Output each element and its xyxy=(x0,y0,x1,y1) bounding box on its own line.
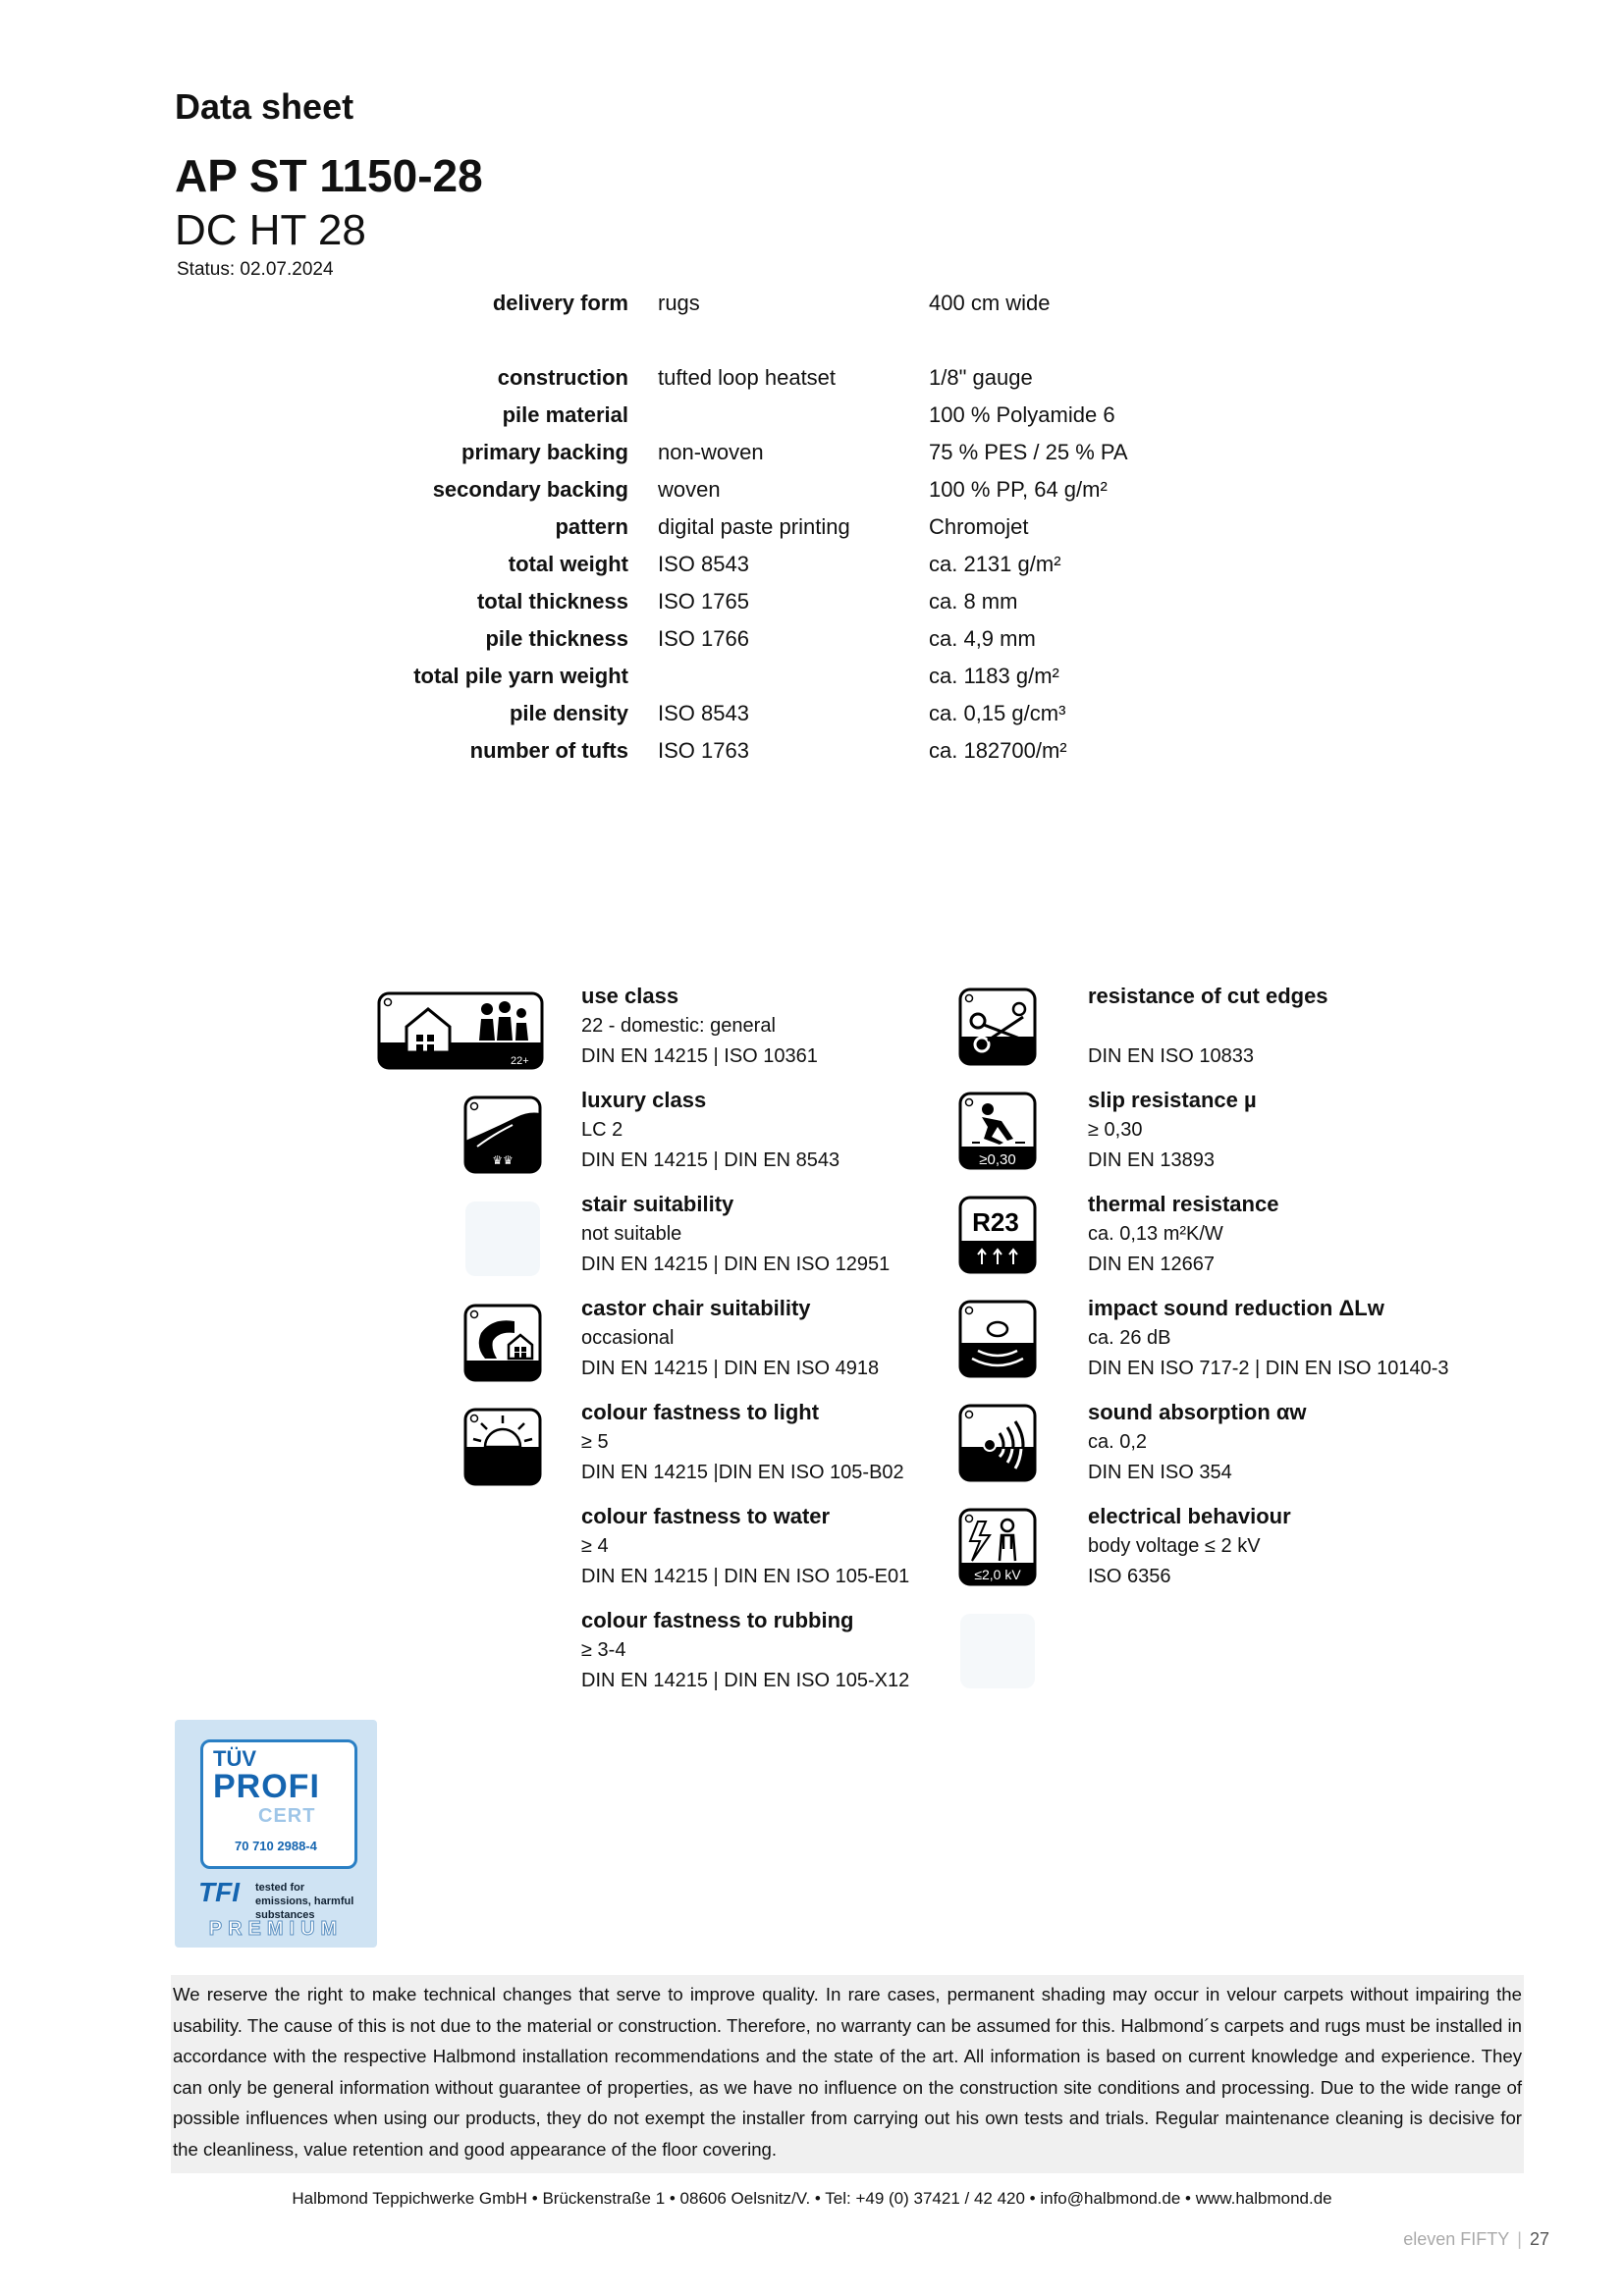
spec-label: secondary backing xyxy=(432,477,628,502)
spec-row-construction xyxy=(0,365,1375,402)
property-value: ca. 0,13 m²K/W xyxy=(1088,1223,1223,1245)
spec-label: delivery form xyxy=(492,291,628,315)
spec-value: 100 % Polyamide 6 xyxy=(929,402,1115,427)
spec-label: pile density xyxy=(509,701,628,725)
property-title: use class xyxy=(581,984,679,1008)
thermal-label: R23 xyxy=(972,1207,1019,1237)
property-value xyxy=(1088,1011,1579,1041)
badge-number: 70 710 2988-4 xyxy=(235,1839,317,1853)
spec-standard: ISO 1766 xyxy=(658,626,749,651)
property-title: colour fastness to water xyxy=(581,1504,831,1528)
status-date: Status: 02.07.2024 xyxy=(177,259,334,280)
property-title: castor chair suitability xyxy=(581,1296,811,1320)
spec-row-secondary-backing xyxy=(0,477,1375,514)
property-title: electrical behaviour xyxy=(1088,1504,1291,1528)
property-thermal-resistance xyxy=(1088,1190,1579,1280)
spec-value: ca. 0,15 g/cm³ xyxy=(929,701,1066,725)
spec-standard: ISO 8543 xyxy=(658,552,749,576)
slip-icon xyxy=(958,1092,1037,1170)
spec-label: pile thickness xyxy=(485,626,628,651)
sun-icon xyxy=(463,1408,542,1486)
product-code: AP ST 1150-28 xyxy=(175,150,483,201)
property-norm: DIN EN 14215 | DIN EN 8543 xyxy=(581,1149,840,1171)
property-impact-sound xyxy=(1088,1294,1579,1384)
property-title: impact sound reduction ΔLw xyxy=(1088,1296,1384,1320)
spec-row-total-pile-yarn-weight xyxy=(0,664,1375,701)
spec-row-pile-thickness xyxy=(0,626,1375,664)
disclaimer-box xyxy=(171,1975,1524,2173)
badge-tuv: TÜV xyxy=(213,1746,256,1771)
spec-label: total thickness xyxy=(476,589,628,614)
property-title: luxury class xyxy=(581,1088,707,1112)
impact-sound-icon xyxy=(958,1300,1037,1378)
spec-value: ca. 1183 g/m² xyxy=(929,664,1059,688)
property-title: slip resistance µ xyxy=(1088,1088,1257,1112)
property-title: colour fastness to rubbing xyxy=(581,1608,854,1632)
property-title: thermal resistance xyxy=(1088,1192,1279,1216)
spec-value: Chromojet xyxy=(929,514,1029,539)
badge-profi: PROFI xyxy=(213,1768,320,1805)
property-slip-resistance xyxy=(1088,1086,1579,1176)
page-number: 27 xyxy=(1529,2229,1549,2249)
spec-row-total-thickness xyxy=(0,589,1375,626)
brand-name: eleven FIFTY xyxy=(1403,2229,1510,2249)
spec-row-pile-material xyxy=(0,402,1375,440)
property-value: ≥ 4 xyxy=(581,1535,609,1557)
scissors-icon xyxy=(958,988,1037,1066)
spec-standard: non-woven xyxy=(658,440,764,464)
property-value: ≥ 3-4 xyxy=(581,1639,626,1661)
spec-standard: ISO 1765 xyxy=(658,589,749,614)
spec-row-number-of-tufts xyxy=(0,738,1375,775)
spec-label: total weight xyxy=(508,552,628,576)
tuv-profi-cert-logo xyxy=(200,1739,357,1869)
property-title: resistance of cut edges xyxy=(1088,984,1328,1008)
property-title: sound absorption αw xyxy=(1088,1400,1307,1424)
spec-label: pattern xyxy=(555,514,628,539)
spec-label: number of tufts xyxy=(469,738,628,763)
spec-value: ca. 8 mm xyxy=(929,589,1018,614)
use-class-icon xyxy=(377,991,544,1070)
document-type: Data sheet xyxy=(175,86,354,127)
property-value: ≥ 0,30 xyxy=(1088,1119,1143,1141)
property-norm: DIN EN 13893 xyxy=(1088,1149,1215,1171)
property-value: 22 - domestic: general xyxy=(581,1015,776,1037)
company-address: Halbmond Teppichwerke GmbH • Brückenstraße 1 • 08606 Oelsnitz/V. • Tel: +49 (0) 37421 / 42 420 • info@halbmond.de • www.halbmond.de xyxy=(292,2189,1332,2208)
property-value: LC 2 xyxy=(581,1119,623,1141)
spec-value: 400 cm wide xyxy=(929,291,1051,315)
spec-standard: ISO 1763 xyxy=(658,738,749,763)
property-value: ≥ 5 xyxy=(581,1431,609,1453)
spec-standard: woven xyxy=(658,477,721,502)
certification-badge xyxy=(175,1720,377,1948)
electrical-icon xyxy=(958,1508,1037,1586)
spec-row-pile-density xyxy=(0,701,1375,738)
property-sound-absorption xyxy=(1088,1398,1579,1488)
spec-value: ca. 2131 g/m² xyxy=(929,552,1061,576)
property-norm: DIN EN 14215 | DIN EN ISO 105-E01 xyxy=(581,1566,910,1587)
property-norm: DIN EN 14215 | DIN EN ISO 105-X12 xyxy=(581,1670,910,1691)
property-norm: DIN EN 12667 xyxy=(1088,1254,1215,1275)
product-name: DC HT 28 xyxy=(175,206,366,254)
spec-row-delivery-form xyxy=(0,291,1375,328)
page-footer: eleven FIFTY | 27 xyxy=(1403,2229,1549,2249)
property-norm: ISO 6356 xyxy=(1088,1566,1171,1587)
property-title: colour fastness to light xyxy=(581,1400,820,1424)
spec-row-primary-backing xyxy=(0,440,1375,477)
sound-absorption-icon xyxy=(958,1404,1037,1482)
property-norm: DIN EN 14215 |DIN EN ISO 105-B02 xyxy=(581,1462,904,1483)
stair-icon xyxy=(463,1200,542,1278)
property-norm: DIN EN ISO 10833 xyxy=(1088,1045,1254,1067)
property-norm: DIN EN 14215 | DIN EN ISO 12951 xyxy=(581,1254,891,1275)
luxury-class-icon xyxy=(463,1095,542,1174)
spec-value: 1/8" gauge xyxy=(929,365,1033,390)
spec-row-pattern xyxy=(0,514,1375,552)
castor-chair-icon xyxy=(463,1304,542,1382)
spec-label: construction xyxy=(497,365,628,390)
electrical-label: ≤2,0 kV xyxy=(974,1567,1021,1582)
disclaimer-text: We reserve the right to make technical changes that serve to improve quality. In rare cases, permanent shading may occur in velour carpets without impairing the usability. The cause of this is not due to the material or construction. Therefore, no warranty can be assumed for this. Halbmond´s carpets and rugs must be installed in accordance with the respective Halbmond installation recommendations and the state of the art. All information is based on current knowledge and experience. They can only be general information without guarantee of properties, as we have no influence on the construction site conditions and processing. Due to the wide range of possible influences when using our products, they do not exempt the installer from carrying out his own tests and trials. Regular maintenance cleaning is decisive for the cleanliness, value retention and good appearance of the floor covering. xyxy=(173,1984,1522,2160)
property-value: body voltage ≤ 2 kV xyxy=(1088,1535,1261,1557)
property-value: ca. 0,2 xyxy=(1088,1431,1148,1453)
spec-value: 100 % PP, 64 g/m² xyxy=(929,477,1108,502)
property-value: ca. 26 dB xyxy=(1088,1327,1171,1349)
spec-standard: tufted loop heatset xyxy=(658,365,837,390)
property-value: not suitable xyxy=(581,1223,682,1245)
use-class-label: 22+ xyxy=(511,1055,529,1067)
spec-value: ca. 4,9 mm xyxy=(929,626,1036,651)
spec-label: total pile yarn weight xyxy=(413,664,628,688)
spec-label: pile material xyxy=(502,402,628,427)
svg-text:♛♛: ♛♛ xyxy=(492,1153,514,1167)
property-norm: DIN EN ISO 717-2 | DIN EN ISO 10140-3 xyxy=(1088,1358,1449,1379)
spec-label: primary backing xyxy=(461,440,628,464)
spec-row-total-weight xyxy=(0,552,1375,589)
thermal-icon xyxy=(958,1196,1037,1274)
spec-standard: digital paste printing xyxy=(658,514,850,539)
spec-value: ca. 182700/m² xyxy=(929,738,1067,763)
badge-premium: PREMIUM xyxy=(208,1918,344,1940)
property-norm: DIN EN ISO 354 xyxy=(1088,1462,1232,1483)
property-title: stair suitability xyxy=(581,1192,734,1216)
badge-tfi: TFI xyxy=(198,1877,240,1907)
spec-value: 75 % PES / 25 % PA xyxy=(929,440,1128,464)
property-resistance-cut-edges xyxy=(1088,982,1579,1072)
slip-label: ≥0,30 xyxy=(979,1151,1016,1168)
spec-standard: rugs xyxy=(658,291,700,315)
property-norm: DIN EN 14215 | DIN EN ISO 4918 xyxy=(581,1358,880,1379)
faded-icon xyxy=(958,1612,1037,1690)
property-value: occasional xyxy=(581,1327,675,1349)
badge-cert: CERT xyxy=(258,1805,316,1827)
badge-tfi-text: tested for emissions, harmful substances xyxy=(255,1882,354,1921)
spec-standard: ISO 8543 xyxy=(658,701,749,725)
property-electrical-behaviour xyxy=(1088,1502,1579,1592)
property-norm: DIN EN 14215 | ISO 10361 xyxy=(581,1045,818,1067)
